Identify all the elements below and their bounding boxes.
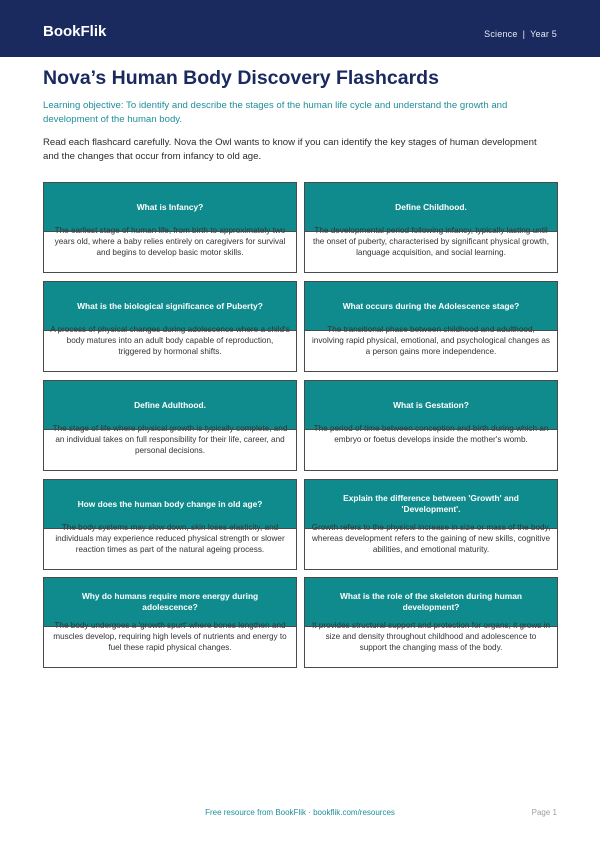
flashcard-answer: an individual takes on full responsibility for their life, career, and personal decisions. (55, 435, 285, 455)
flashcard-answer: body matures into an adult body capable of reproduction, triggered by hormonal shifts. (66, 336, 274, 356)
flashcard-divider (44, 330, 296, 331)
flashcard-divider (44, 528, 296, 529)
intro-text: Read each flashcard carefully. Nova the Owl wants to know if you can identify the key stages of human development and the changes that occur from infancy to old age. (43, 137, 537, 162)
page-number: Page 1 (531, 808, 557, 817)
flashcard (304, 479, 558, 570)
flashcard (304, 182, 558, 273)
flashcard-divider (305, 429, 557, 430)
meta-separator: | (522, 29, 526, 39)
flashcard-divider (305, 231, 557, 232)
flashcard-divider (44, 429, 296, 430)
footer-link[interactable]: Free resource from BookFlik · bookflik.com/resources (205, 808, 395, 817)
flashcard-question: Define Adulthood. (44, 381, 296, 429)
flashcard-question: Why do humans require more energy during adolescence? (44, 578, 296, 626)
year-label: Year 5 (530, 29, 557, 39)
flashcard (43, 281, 297, 372)
flashcard (43, 479, 297, 570)
learning-objective: Learning objective: To identify and describe the stages of the human life cycle and understand the growth and development of the human body. (43, 100, 508, 125)
flashcard-answer: size and density throughout childhood and adolescence to support the changing mass of the body. (325, 632, 537, 652)
flashcard (43, 182, 297, 273)
flashcard (304, 380, 558, 471)
flashcard-question: What is Gestation? (305, 381, 557, 429)
header-bar (0, 0, 600, 57)
flashcard-answer: years old, where a baby relies entirely on caregivers for survival and begins to develop basic motor skills. (54, 237, 286, 257)
brand-logo[interactable]: BookFlik (43, 23, 107, 40)
flashcard-answer: individuals may experience reduced physical strength or slower reaction times as part of the natural ageing process. (55, 534, 285, 554)
flashcard-answer: involving rapid physical, emotional, and psychological changes as a person gains more independence. (311, 336, 551, 356)
flashcard (43, 380, 297, 471)
flashcard (43, 577, 297, 668)
flashcard-question: Explain the difference between 'Growth' and 'Development'. (305, 480, 557, 528)
flashcard-question: What is the role of the skeleton during human development? (305, 578, 557, 626)
flashcard-question: Define Childhood. (305, 183, 557, 231)
flashcard-answer: muscles develop, requiring high levels of nutrients and energy to fuel these rapid physical changes. (53, 632, 287, 652)
flashcard (304, 281, 558, 372)
flashcard-question: What occurs during the Adolescence stage? (305, 282, 557, 330)
flashcard-question: What is Infancy? (44, 183, 296, 231)
flashcard-question: How does the human body change in old age? (44, 480, 296, 528)
flashcard-answer: whereas development refers to the gaining of new skills, cognitive abilities, and emotional maturity. (311, 534, 551, 554)
flashcard-divider (305, 626, 557, 627)
flashcard-divider (44, 231, 296, 232)
flashcard-answer: embryo or foetus develops inside the mother's womb. (334, 435, 528, 444)
flashcard-divider (44, 626, 296, 627)
flashcard-question: What is the biological significance of Puberty? (44, 282, 296, 330)
page-title: Nova’s Human Body Discovery Flashcards (43, 67, 439, 89)
flashcard (304, 577, 558, 668)
subject-label: Science (484, 29, 518, 39)
header-meta (484, 28, 557, 40)
flashcard-divider (305, 330, 557, 331)
flashcard-answer: the onset of puberty, characterised by significant physical growth, language acquisition, and social learning. (312, 237, 550, 257)
flashcard-divider (305, 528, 557, 529)
